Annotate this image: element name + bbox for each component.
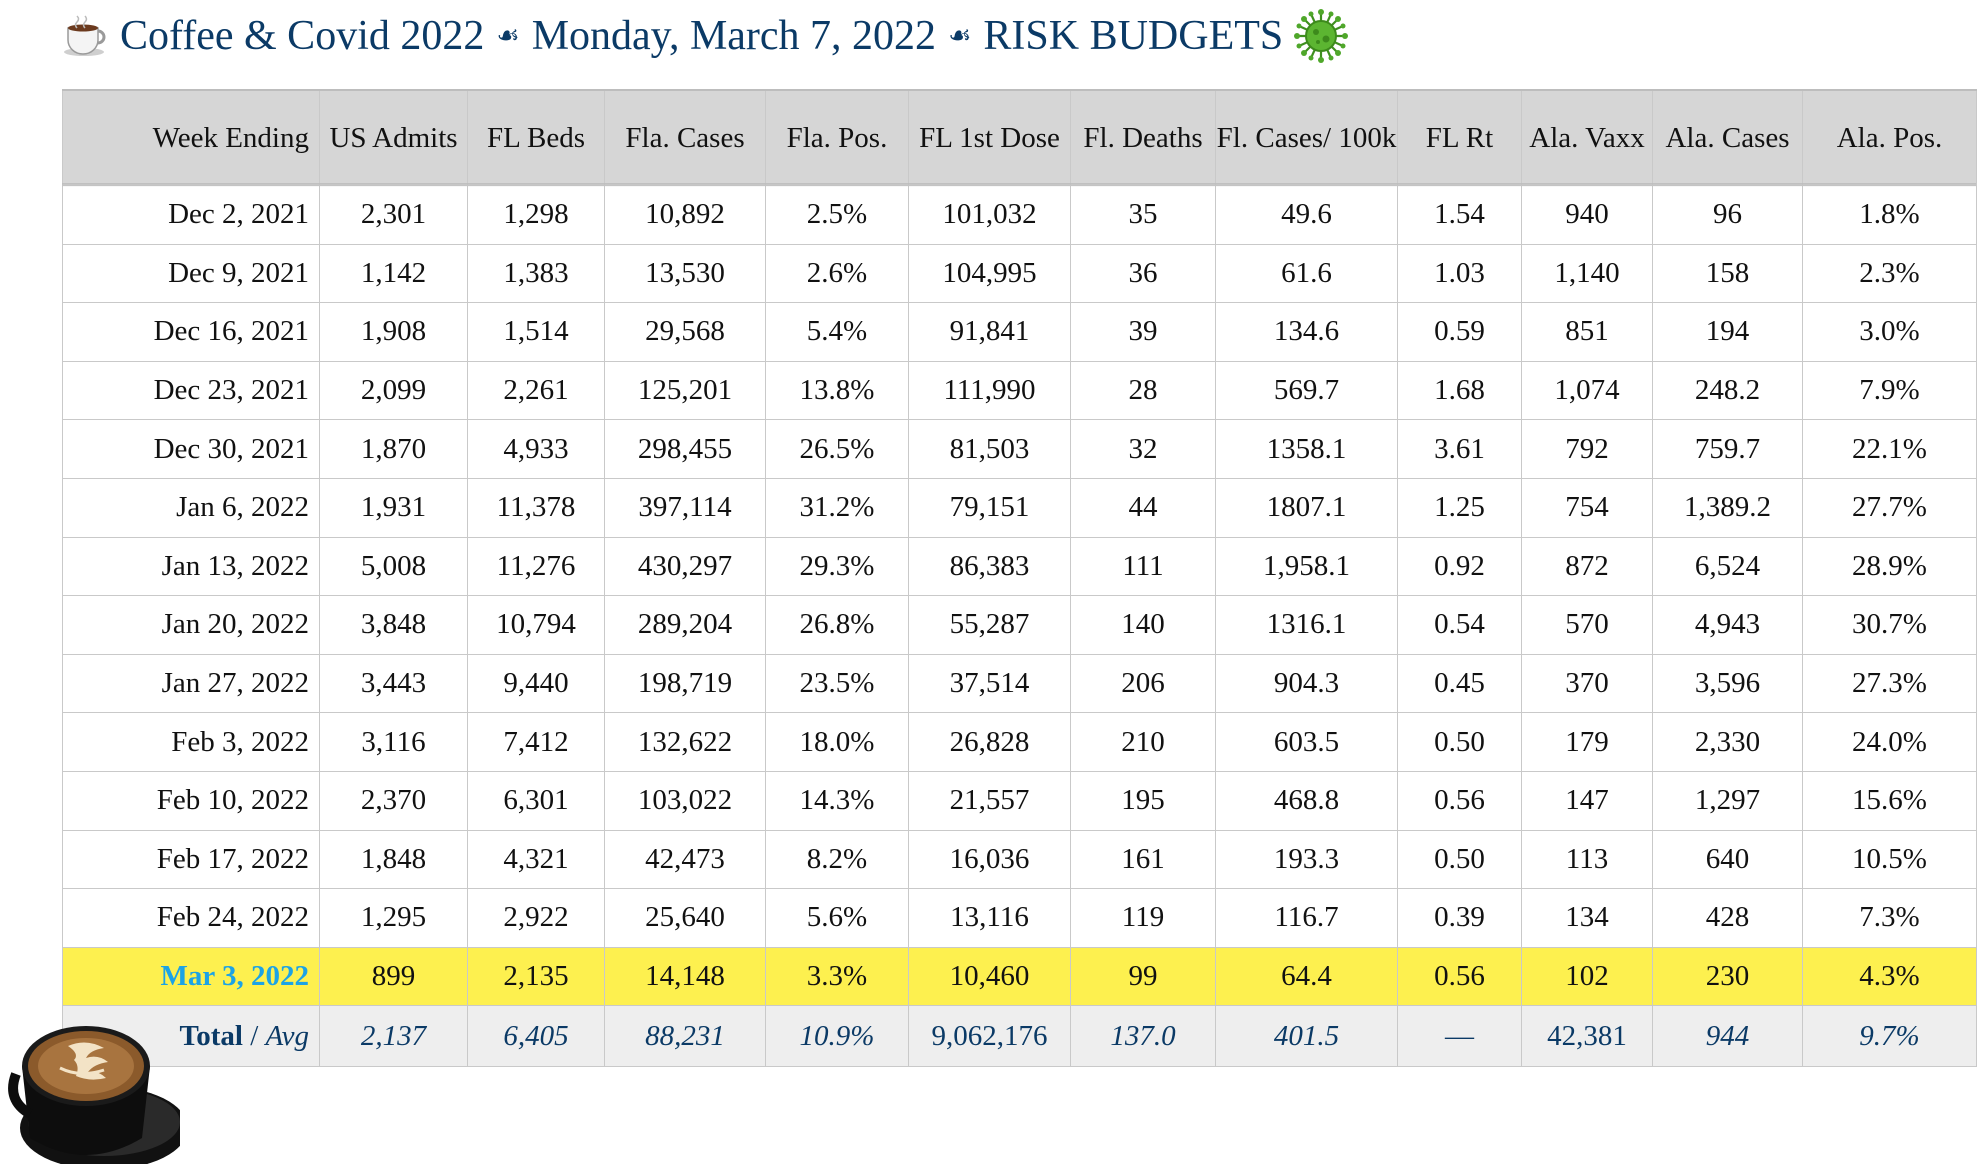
- table-cell: 27.3%: [1803, 654, 1977, 713]
- table-cell: 31.2%: [766, 478, 909, 537]
- table-cell: 3.0%: [1803, 303, 1977, 362]
- table-cell: 8.2%: [766, 830, 909, 889]
- table-cell: 25,640: [605, 889, 766, 948]
- column-header: Ala. Pos.: [1803, 90, 1977, 186]
- table-cell: 210: [1071, 713, 1216, 772]
- table-cell: 99: [1071, 947, 1216, 1006]
- table-cell: 298,455: [605, 420, 766, 479]
- week-ending-cell: Jan 27, 2022: [63, 654, 320, 713]
- table-row: [63, 830, 1977, 889]
- table-cell: 397,114: [605, 478, 766, 537]
- table-cell: 111: [1071, 537, 1216, 596]
- table-cell: 0.92: [1398, 537, 1522, 596]
- column-header: Fl. Deaths: [1071, 90, 1216, 186]
- table-cell: 206: [1071, 654, 1216, 713]
- table-cell: 195: [1071, 771, 1216, 830]
- table-cell: 5,008: [320, 537, 468, 596]
- column-header: FL 1st Dose: [909, 90, 1071, 186]
- table-cell: 1,074: [1522, 361, 1653, 420]
- table-cell: 6,524: [1653, 537, 1803, 596]
- table-cell: 79,151: [909, 478, 1071, 537]
- total-cell: 6,405: [468, 1006, 605, 1067]
- week-ending-cell: Jan 13, 2022: [63, 537, 320, 596]
- table-cell: 4,321: [468, 830, 605, 889]
- column-header: Week Ending: [63, 90, 320, 186]
- total-cell: 2,137: [320, 1006, 468, 1067]
- total-cell: —: [1398, 1006, 1522, 1067]
- risk-budget-table: [62, 89, 1977, 1067]
- table-cell: 198,719: [605, 654, 766, 713]
- table-cell: 0.54: [1398, 596, 1522, 655]
- table-cell: 2,370: [320, 771, 468, 830]
- table-cell: 248.2: [1653, 361, 1803, 420]
- table-cell: 13,530: [605, 244, 766, 303]
- table-cell: 103,022: [605, 771, 766, 830]
- table-cell: 230: [1653, 947, 1803, 1006]
- title-part-1: Coffee & Covid 2022: [120, 13, 485, 59]
- week-ending-cell: Dec 2, 2021: [63, 186, 320, 245]
- table-cell: 603.5: [1216, 713, 1398, 772]
- header-shadow: [62, 183, 1976, 187]
- table-cell: 24.0%: [1803, 713, 1977, 772]
- table-cell: 13,116: [909, 889, 1071, 948]
- table-row: [63, 244, 1977, 303]
- table-row: [63, 537, 1977, 596]
- week-ending-cell: Feb 24, 2022: [63, 889, 320, 948]
- table-cell: 1,297: [1653, 771, 1803, 830]
- table-cell: 1.54: [1398, 186, 1522, 245]
- table-cell: 569.7: [1216, 361, 1398, 420]
- table-cell: 1,298: [468, 186, 605, 245]
- table-cell: 116.7: [1216, 889, 1398, 948]
- week-ending-cell: Feb 10, 2022: [63, 771, 320, 830]
- table-cell: 2.6%: [766, 244, 909, 303]
- table-cell: 10.5%: [1803, 830, 1977, 889]
- table-cell: 1,870: [320, 420, 468, 479]
- week-ending-cell: Jan 20, 2022: [63, 596, 320, 655]
- table-cell: 2,330: [1653, 713, 1803, 772]
- total-cell: 944: [1653, 1006, 1803, 1067]
- table-cell: 754: [1522, 478, 1653, 537]
- table-cell: 1,958.1: [1216, 537, 1398, 596]
- table-cell: 7.3%: [1803, 889, 1977, 948]
- table-cell: 61.6: [1216, 244, 1398, 303]
- table-cell: 30.7%: [1803, 596, 1977, 655]
- table-cell: 26,828: [909, 713, 1071, 772]
- total-cell: 137.0: [1071, 1006, 1216, 1067]
- column-header: US Admits: [320, 90, 468, 186]
- table-cell: 1,140: [1522, 244, 1653, 303]
- table-cell: 37,514: [909, 654, 1071, 713]
- column-header: Ala. Cases: [1653, 90, 1803, 186]
- table-cell: 1358.1: [1216, 420, 1398, 479]
- page-title: [62, 8, 1349, 64]
- table-cell: 640: [1653, 830, 1803, 889]
- table-cell: 132,622: [605, 713, 766, 772]
- table-cell: 27.7%: [1803, 478, 1977, 537]
- week-ending-cell: Feb 3, 2022: [63, 713, 320, 772]
- fleuron-icon: ☙: [496, 21, 520, 50]
- column-header: Fla. Cases: [605, 90, 766, 186]
- table-cell: 1.68: [1398, 361, 1522, 420]
- table-cell: 4.3%: [1803, 947, 1977, 1006]
- total-cell: 10.9%: [766, 1006, 909, 1067]
- total-cell: 42,381: [1522, 1006, 1653, 1067]
- table-cell: 1,848: [320, 830, 468, 889]
- table-cell: 792: [1522, 420, 1653, 479]
- table-row: [63, 654, 1977, 713]
- title-part-2: Monday, March 7, 2022: [531, 13, 937, 59]
- table-cell: 1,383: [468, 244, 605, 303]
- table-cell: 3,443: [320, 654, 468, 713]
- table-cell: 3.3%: [766, 947, 909, 1006]
- table-cell: 759.7: [1653, 420, 1803, 479]
- table-cell: 111,990: [909, 361, 1071, 420]
- table-cell: 0.59: [1398, 303, 1522, 362]
- table-cell: 104,995: [909, 244, 1071, 303]
- table-cell: 26.8%: [766, 596, 909, 655]
- table-cell: 1,514: [468, 303, 605, 362]
- table-cell: 101,032: [909, 186, 1071, 245]
- table-cell: 428: [1653, 889, 1803, 948]
- table-cell: 22.1%: [1803, 420, 1977, 479]
- table-cell: 39: [1071, 303, 1216, 362]
- table-cell: 3,116: [320, 713, 468, 772]
- week-ending-cell: Dec 16, 2021: [63, 303, 320, 362]
- table-cell: 11,378: [468, 478, 605, 537]
- table-cell: 1807.1: [1216, 478, 1398, 537]
- table-cell: 158: [1653, 244, 1803, 303]
- column-header: Ala. Vaxx: [1522, 90, 1653, 186]
- table-cell: 0.56: [1398, 771, 1522, 830]
- table-cell: 14,148: [605, 947, 766, 1006]
- table-cell: 81,503: [909, 420, 1071, 479]
- table-cell: 91,841: [909, 303, 1071, 362]
- table-cell: 5.4%: [766, 303, 909, 362]
- table-row: [63, 420, 1977, 479]
- table-cell: 29,568: [605, 303, 766, 362]
- total-label: Total: [179, 1019, 243, 1052]
- table-cell: 86,383: [909, 537, 1071, 596]
- table-cell: 851: [1522, 303, 1653, 362]
- table-cell: 16,036: [909, 830, 1071, 889]
- table-row: [63, 186, 1977, 245]
- table-cell: 64.4: [1216, 947, 1398, 1006]
- table-cell: 10,460: [909, 947, 1071, 1006]
- total-cell: 9.7%: [1803, 1006, 1977, 1067]
- total-row: [63, 1006, 1977, 1067]
- table-cell: 1,142: [320, 244, 468, 303]
- table-cell: 9,440: [468, 654, 605, 713]
- table-cell: 2.5%: [766, 186, 909, 245]
- table-cell: 3,596: [1653, 654, 1803, 713]
- table-cell: 7,412: [468, 713, 605, 772]
- table-row: [63, 771, 1977, 830]
- table-cell: 2.3%: [1803, 244, 1977, 303]
- table-cell: 13.8%: [766, 361, 909, 420]
- table-row: [63, 303, 1977, 362]
- table-cell: 125,201: [605, 361, 766, 420]
- table-cell: 1316.1: [1216, 596, 1398, 655]
- table-cell: 194: [1653, 303, 1803, 362]
- fleuron-icon: ☙: [948, 21, 972, 50]
- table-cell: 28.9%: [1803, 537, 1977, 596]
- table-cell: 32: [1071, 420, 1216, 479]
- table-cell: 1.25: [1398, 478, 1522, 537]
- total-cell: 9,062,176: [909, 1006, 1071, 1067]
- table-row: [63, 361, 1977, 420]
- table-cell: 0.56: [1398, 947, 1522, 1006]
- table-cell: 940: [1522, 186, 1653, 245]
- table-cell: 7.9%: [1803, 361, 1977, 420]
- table-row: [63, 478, 1977, 537]
- table-row: [63, 713, 1977, 772]
- table-cell: 0.39: [1398, 889, 1522, 948]
- table-cell: 134.6: [1216, 303, 1398, 362]
- table-cell: 11,276: [468, 537, 605, 596]
- table-cell: 0.45: [1398, 654, 1522, 713]
- table-row: [63, 889, 1977, 948]
- table-cell: 29.3%: [766, 537, 909, 596]
- avg-label: Avg: [265, 1019, 309, 1052]
- coffee-cup-icon: [62, 12, 110, 60]
- table-cell: 2,301: [320, 186, 468, 245]
- table-header-row: [63, 90, 1977, 186]
- table-cell: 468.8: [1216, 771, 1398, 830]
- table-cell: 570: [1522, 596, 1653, 655]
- table-cell: 899: [320, 947, 468, 1006]
- total-separator: /: [242, 1019, 266, 1052]
- table-cell: 289,204: [605, 596, 766, 655]
- table-cell: 3,848: [320, 596, 468, 655]
- week-ending-cell: Dec 23, 2021: [63, 361, 320, 420]
- table-cell: 3.61: [1398, 420, 1522, 479]
- week-ending-cell: Dec 30, 2021: [63, 420, 320, 479]
- table-cell: 18.0%: [766, 713, 909, 772]
- table-cell: 102: [1522, 947, 1653, 1006]
- title-part-3: RISK BUDGETS: [983, 13, 1284, 59]
- week-ending-cell: Dec 9, 2021: [63, 244, 320, 303]
- table-body: [63, 186, 1977, 1067]
- table-cell: 15.6%: [1803, 771, 1977, 830]
- table-cell: 161: [1071, 830, 1216, 889]
- column-header: FL Beds: [468, 90, 605, 186]
- table-cell: 147: [1522, 771, 1653, 830]
- table-cell: 26.5%: [766, 420, 909, 479]
- total-cell: 401.5: [1216, 1006, 1398, 1067]
- table-cell: 6,301: [468, 771, 605, 830]
- table-cell: 49.6: [1216, 186, 1398, 245]
- table-cell: 36: [1071, 244, 1216, 303]
- table-cell: 4,943: [1653, 596, 1803, 655]
- table-cell: 55,287: [909, 596, 1071, 655]
- table-cell: 1,295: [320, 889, 468, 948]
- column-header: Fla. Pos.: [766, 90, 909, 186]
- column-header: Fl. Cases/ 100k: [1216, 90, 1398, 186]
- table-cell: 430,297: [605, 537, 766, 596]
- table-cell: 179: [1522, 713, 1653, 772]
- highlighted-row: [63, 947, 1977, 1006]
- table-cell: 14.3%: [766, 771, 909, 830]
- table-cell: 28: [1071, 361, 1216, 420]
- table-cell: 0.50: [1398, 713, 1522, 772]
- table-cell: 1,908: [320, 303, 468, 362]
- latte-art-coffee-icon: [8, 1010, 180, 1164]
- table-cell: 4,933: [468, 420, 605, 479]
- table-cell: 1.03: [1398, 244, 1522, 303]
- table-cell: 1,389.2: [1653, 478, 1803, 537]
- table-row: [63, 596, 1977, 655]
- table-cell: 35: [1071, 186, 1216, 245]
- virus-icon: [1293, 8, 1349, 64]
- table-cell: 1.8%: [1803, 186, 1977, 245]
- table-cell: 2,922: [468, 889, 605, 948]
- table-cell: 10,892: [605, 186, 766, 245]
- week-ending-cell: Jan 6, 2022: [63, 478, 320, 537]
- table-cell: 119: [1071, 889, 1216, 948]
- table-cell: 1,931: [320, 478, 468, 537]
- table-cell: 21,557: [909, 771, 1071, 830]
- table-cell: 5.6%: [766, 889, 909, 948]
- table-cell: 370: [1522, 654, 1653, 713]
- table-cell: 42,473: [605, 830, 766, 889]
- table-cell: 2,261: [468, 361, 605, 420]
- week-ending-cell: Feb 17, 2022: [63, 830, 320, 889]
- table-cell: 44: [1071, 478, 1216, 537]
- total-cell: 88,231: [605, 1006, 766, 1067]
- table-cell: 872: [1522, 537, 1653, 596]
- table-cell: 134: [1522, 889, 1653, 948]
- column-header: FL Rt: [1398, 90, 1522, 186]
- table-cell: 10,794: [468, 596, 605, 655]
- table-cell: 193.3: [1216, 830, 1398, 889]
- table-cell: 113: [1522, 830, 1653, 889]
- table-cell: 0.50: [1398, 830, 1522, 889]
- table-cell: 23.5%: [766, 654, 909, 713]
- table-cell: 96: [1653, 186, 1803, 245]
- highlighted-week-cell: Mar 3, 2022: [63, 947, 320, 1006]
- table-cell: 2,099: [320, 361, 468, 420]
- table-cell: 140: [1071, 596, 1216, 655]
- table-cell: 904.3: [1216, 654, 1398, 713]
- table-cell: 2,135: [468, 947, 605, 1006]
